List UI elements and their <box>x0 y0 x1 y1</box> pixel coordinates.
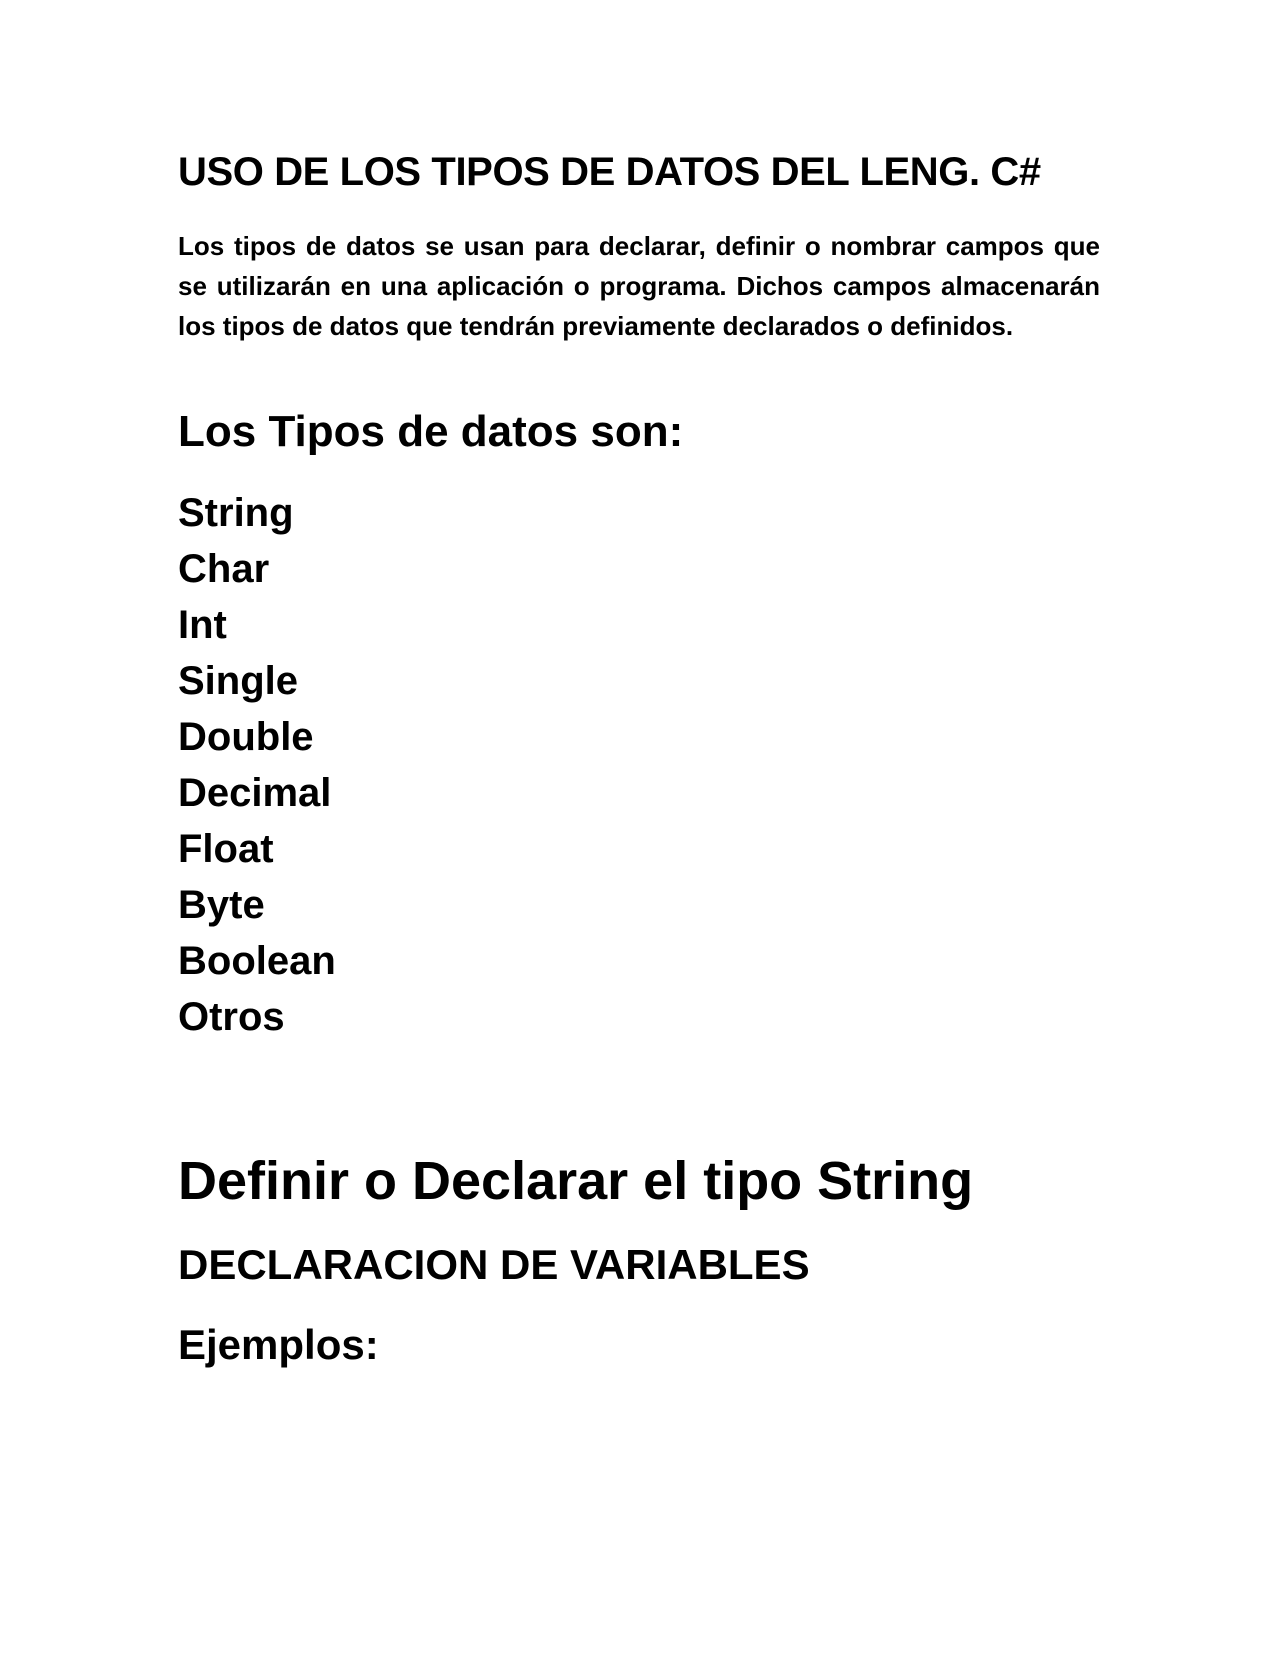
list-item: Single <box>178 658 299 703</box>
list-item: Otros <box>178 994 285 1039</box>
list-item: Double <box>178 714 314 759</box>
types-heading: Los Tipos de datos son: <box>178 407 684 456</box>
section-heading-string: Definir o Declarar el tipo String <box>178 1150 974 1211</box>
list-item: Boolean <box>178 938 336 983</box>
list-item: String <box>178 490 294 535</box>
list-item: Float <box>178 826 274 871</box>
variables-declaration-heading: DECLARACION DE VARIABLES <box>178 1240 810 1288</box>
list-item: Decimal <box>178 770 332 815</box>
document-title: USO DE LOS TIPOS DE DATOS DEL LENG. C# <box>178 150 1041 194</box>
examples-heading: Ejemplos: <box>178 1320 379 1368</box>
document-content <box>178 148 1100 1370</box>
list-item: Int <box>178 602 227 647</box>
list-item: Byte <box>178 882 265 927</box>
list-item: Char <box>178 546 270 591</box>
intro-paragraph: Los tipos de datos se usan para declarar, definir o nombrar campos que se utilizarán en una aplicación o programa. Dichos campos almacenarán los tipos de datos que tendrán previamente declarados o definidos. <box>178 231 1100 341</box>
data-types-list <box>178 485 1100 1045</box>
